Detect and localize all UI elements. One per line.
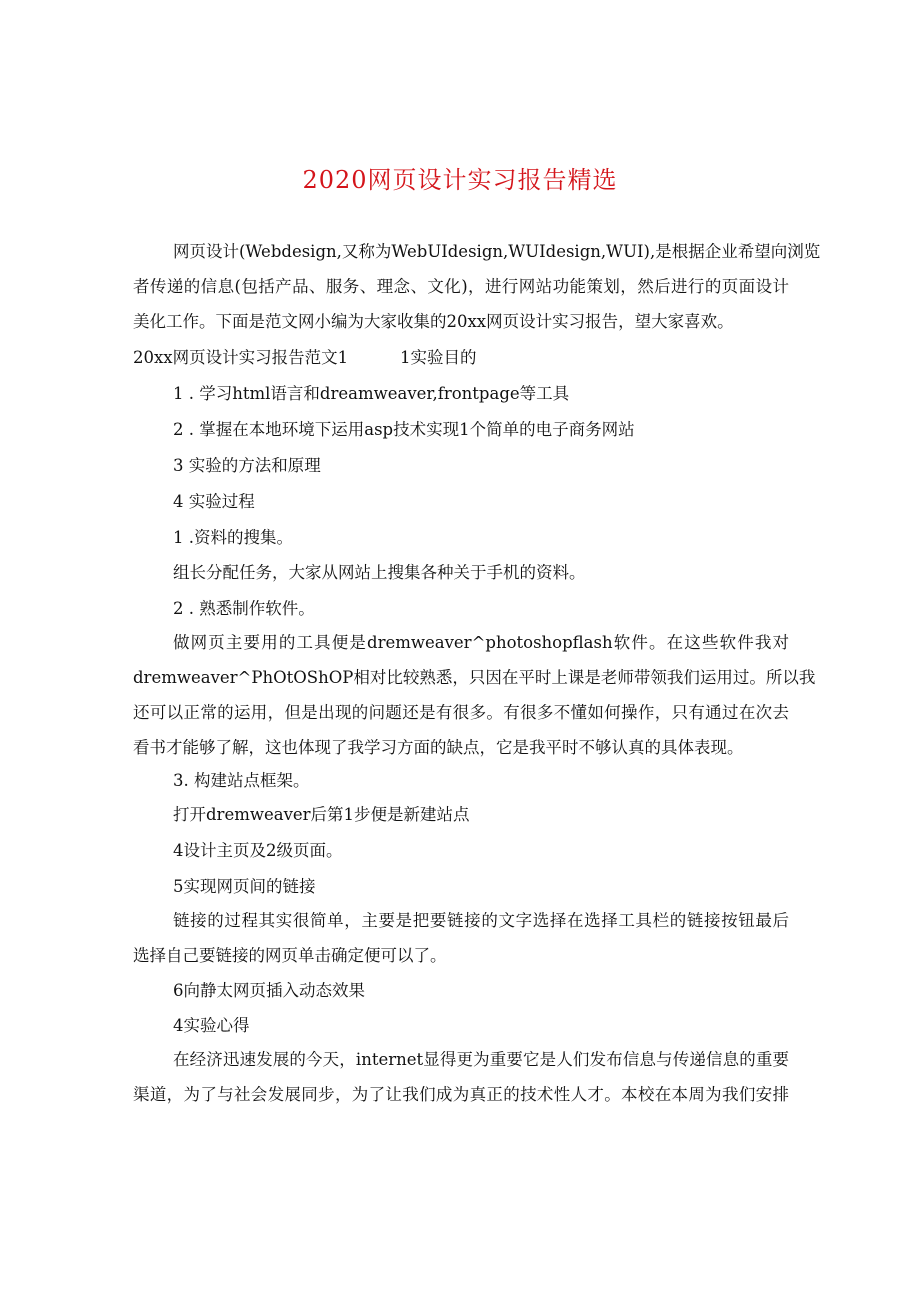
section-heading-purpose: 1实验目的 — [400, 348, 477, 367]
step-1-heading: 1 .资料的搜集。 — [173, 528, 293, 547]
step-3-heading: 3. 构建站点框架。 — [173, 771, 310, 790]
step-5-heading: 5实现网页间的链接 — [173, 877, 316, 896]
link-para-line-1: 链接的过程其实很简单，主要是把要链接的文字选择在选择工具栏的链接按钮最后 — [173, 911, 789, 930]
list-item-4: 4 实验过程 — [173, 492, 255, 511]
experience-para-line-1: 在经济迅速发展的今天，internet显得更为重要它是人们发布信息与传递信息的重要 — [173, 1050, 789, 1069]
tools-para-line-2: dremweaver^PhOtOShOP相对比较熟悉，只因在平时上课是老师带领我们运用过。所以我 — [133, 668, 816, 687]
tools-para-line-3: 还可以正常的运用，但是出现的问题还是有很多。有很多不懂如何操作，只有通过在次去 — [133, 703, 789, 722]
step-6-heading: 6向静太网页插入动态效果 — [173, 981, 365, 1000]
step-3-text: 打开dremweaver后第1步便是新建站点 — [173, 805, 470, 824]
intro-line-2: 者传递的信息(包括产品、服务、理念、文化)，进行网站功能策划，然后进行的页面设计 — [133, 277, 789, 296]
section-heading-experience: 4实验心得 — [173, 1016, 250, 1035]
tools-para-line-4: 看书才能够了解，这也体现了我学习方面的缺点，它是我平时不够认真的具体表现。 — [133, 738, 744, 757]
intro-line-3: 美化工作。下面是范文网小编为大家收集的20xx网页设计实习报告，望大家喜欢。 — [133, 312, 734, 331]
sample-heading: 20xx网页设计实习报告范文1 — [133, 348, 349, 367]
list-item-3: 3 实验的方法和原理 — [173, 456, 321, 475]
step-4-heading: 4设计主页及2级页面。 — [173, 841, 343, 860]
step-2-heading: 2 . 熟悉制作软件。 — [173, 599, 315, 618]
document-title: 2020网页设计实习报告精选 — [302, 166, 618, 194]
experience-para-line-2: 渠道，为了与社会发展同步，为了让我们成为真正的技术性人才。本校在本周为我们安排 — [133, 1085, 789, 1104]
intro-line-1: 网页设计(Webdesign,又称为WebUIdesign,WUIdesign,WUI),是根据企业希望向浏览 — [173, 242, 821, 261]
list-item-2: 2 . 掌握在本地环境下运用asp技术实现1个简单的电子商务网站 — [173, 420, 635, 439]
list-item-1: 1 . 学习html语言和dreamweaver,frontpage等工具 — [173, 384, 570, 403]
link-para-line-2: 选择自己要链接的网页单击确定便可以了。 — [133, 946, 447, 965]
step-1-text: 组长分配任务，大家从网站上搜集各种关于手机的资料。 — [173, 563, 586, 582]
tools-para-line-1: 做网页主要用的工具便是dremweaver^photoshopflash软件。在这些软件我对 — [173, 633, 789, 652]
